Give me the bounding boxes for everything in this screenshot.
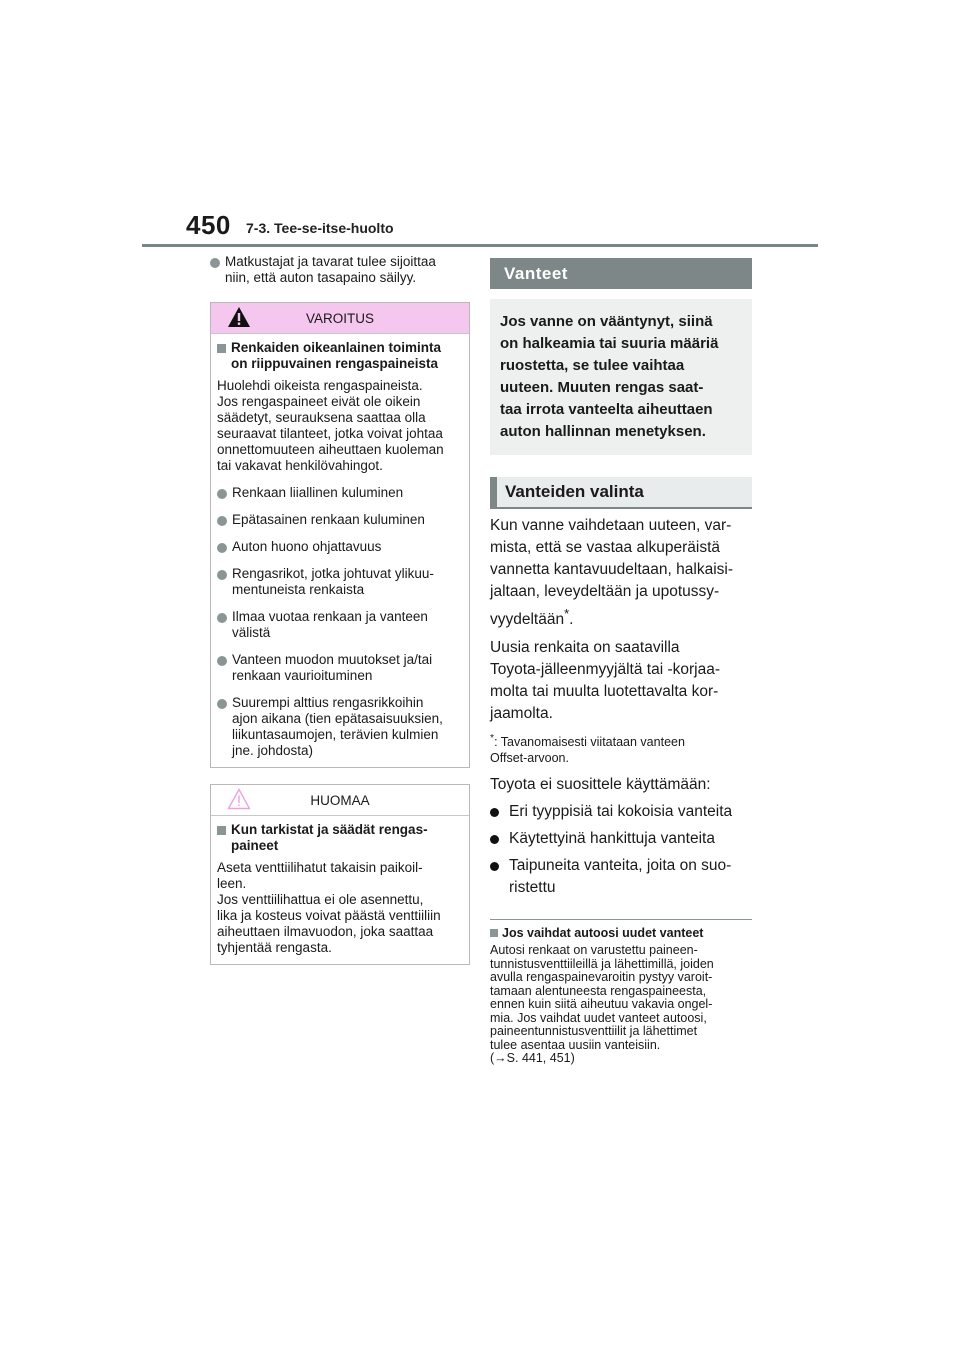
warning-list xyxy=(217,485,463,759)
warning-list-item xyxy=(217,609,463,641)
footnote-text: : Tavanomaisesti viitataan vanteen Offset-arvoon. xyxy=(490,735,685,766)
section-title: 7-3. Tee-se-itse-huolto xyxy=(246,220,394,236)
bullet-dot-icon xyxy=(217,656,227,666)
not-recommended-list xyxy=(490,801,752,899)
warning-header xyxy=(211,303,469,334)
not-recommended-item-text: Taipuneita vanteita, joita on suo- ristettu xyxy=(509,857,732,897)
warning-list-item xyxy=(217,512,463,528)
warning-list-item-text: Auton huono ohjattavuus xyxy=(232,539,382,554)
bullet-dot-icon xyxy=(217,543,227,553)
footnote-mark: * xyxy=(490,733,495,745)
warning-triangle-icon xyxy=(227,306,251,328)
caution-header xyxy=(211,785,469,816)
section-band: Vanteet xyxy=(490,258,752,289)
caution-heading xyxy=(217,822,463,854)
note-heading-text: Jos vaihdat autoosi uudet vanteet xyxy=(502,926,704,941)
warning-list-item-text: Vanteen muodon muutokset ja/tai renkaan vaurioituminen xyxy=(232,652,433,683)
subsection-band: Vanteiden valinta xyxy=(490,477,752,509)
paragraph-1-end: . xyxy=(569,611,574,629)
bullet-dot-icon xyxy=(217,613,227,623)
bullet-dot-icon xyxy=(217,699,227,709)
warning-list-item-text: Rengasrikot, jotka johtuvat ylikuu- mentuneista renkaista xyxy=(232,566,434,597)
bullet-dot-icon xyxy=(490,862,499,871)
warning-title: VAROITUS xyxy=(305,310,374,326)
paragraph-1-text: Kun vanne vaihdetaan uuteen, var- mista, että se vastaa alkuperäistä vannetta kantavuudeltaan, halkaisi- jaltaan, leveydeltään ja upotussy- vyydeltään xyxy=(490,517,733,629)
square-bullet-icon xyxy=(490,929,498,937)
not-recommended-item xyxy=(490,855,752,899)
bullet-dot-icon xyxy=(490,808,499,817)
intro-bullet xyxy=(210,254,470,286)
header-rule xyxy=(142,244,818,247)
paragraph-1 xyxy=(490,515,752,631)
page-reference-link[interactable]: (→S. 441, 451) xyxy=(490,1051,575,1066)
caution-paragraph: Aseta venttiilihatut takaisin paikoil- leen. Jos venttiilihattua ei ole asennettu, lika ja kosteus voivat päästä venttiiliin aiheuttaen ilmavuodon, joka saattaa tyhjentää rengasta. xyxy=(217,860,441,955)
bullet-dot-icon xyxy=(217,570,227,580)
note-heading xyxy=(490,926,752,940)
highlight-box: Jos vanne on vääntynyt, siinä on halkeamia tai suuria määriä ruostetta, se tulee vaihtaa uuteen. Muuten rengas saat- taa irrota vanteelta aiheuttaen auton hallinnan menetyksen. xyxy=(490,299,752,455)
intro-text: Matkustajat ja tavarat tulee sijoittaa niin, että auton tasapaino säilyy. xyxy=(225,254,436,285)
caution-box xyxy=(210,784,470,965)
caution-body xyxy=(211,816,469,964)
warning-paragraph: Huolehdi oikeista rengaspaineista. Jos rengaspaineet eivät ole oikein säädetyt, seurauksena saattaa olla seuraavat tilanteet, jotka voivat johtaa onnettomuuteen aiheuttaen kuoleman tai vakavat henkilövahingot. xyxy=(217,378,444,473)
note-body: Autosi renkaat on varustettu paineen- tunnistusventtiileillä ja lähettimillä, joiden avulla rengaspainevaroitin pystyy varoit- tamaan alentuneesta rengaspaineesta, ennen kuin siitä aiheutuu vakavia ongel- mia. Jos vaihdat uudet vanteet autoosi, paineentunnistusventtiilit ja lähettimet tulee asentaa uusiin vanteisiin. xyxy=(490,943,714,1052)
caution-heading-text: Kun tarkistat ja säädät rengas- paineet xyxy=(231,822,428,853)
caution-triangle-icon xyxy=(227,788,251,810)
warning-list-item-text: Renkaan liiallinen kuluminen xyxy=(232,485,404,500)
caution-title: HUOMAA xyxy=(310,792,370,808)
paragraph-2: Uusia renkaita on saatavilla Toyota-jälleenmyyjältä tai -korjaa- molta tai muulta luotettavalta kor- jaamolta. xyxy=(490,639,721,723)
warning-list-item xyxy=(217,485,463,501)
bullet-dot-icon xyxy=(217,489,227,499)
not-recommended-item xyxy=(490,828,752,850)
left-column xyxy=(210,254,470,965)
warning-box xyxy=(210,302,470,768)
warning-list-item-text: Suurempi alttius rengasrikkoihin ajon aikana (tien epätasaisuuksien, liikuntasaumojen, terävien kulmien jne. johdosta) xyxy=(232,695,443,758)
warning-list-item xyxy=(217,695,463,759)
warning-list-item-text: Epätasainen renkaan kuluminen xyxy=(232,512,425,527)
not-recommended-item-text: Käytettyinä hankittuja vanteita xyxy=(509,830,715,848)
warning-heading xyxy=(217,340,463,372)
paragraph-3: Toyota ei suosittele käyttämään: xyxy=(490,776,711,794)
footnote xyxy=(490,731,752,766)
warning-heading-text: Renkaiden oikeanlainen toiminta on riippuvainen rengaspaineista xyxy=(231,340,442,371)
footnote-marker: * xyxy=(564,606,570,621)
not-recommended-item xyxy=(490,801,752,823)
square-bullet-icon xyxy=(217,344,226,353)
bullet-dot-icon xyxy=(490,835,499,844)
bullet-dot-icon xyxy=(217,516,227,526)
warning-body xyxy=(211,334,469,767)
not-recommended-item-text: Eri tyyppisiä tai kokoisia vanteita xyxy=(509,803,733,821)
warning-list-item xyxy=(217,566,463,598)
warning-list-item xyxy=(217,652,463,684)
square-bullet-icon xyxy=(217,826,226,835)
bullet-dot-icon xyxy=(210,258,220,268)
warning-list-item xyxy=(217,539,463,555)
right-column xyxy=(490,258,752,1066)
page-number: 450 xyxy=(186,210,231,240)
warning-list-item-text: Ilmaa vuotaa renkaan ja vanteen välistä xyxy=(232,609,428,640)
note-divider xyxy=(490,919,752,920)
